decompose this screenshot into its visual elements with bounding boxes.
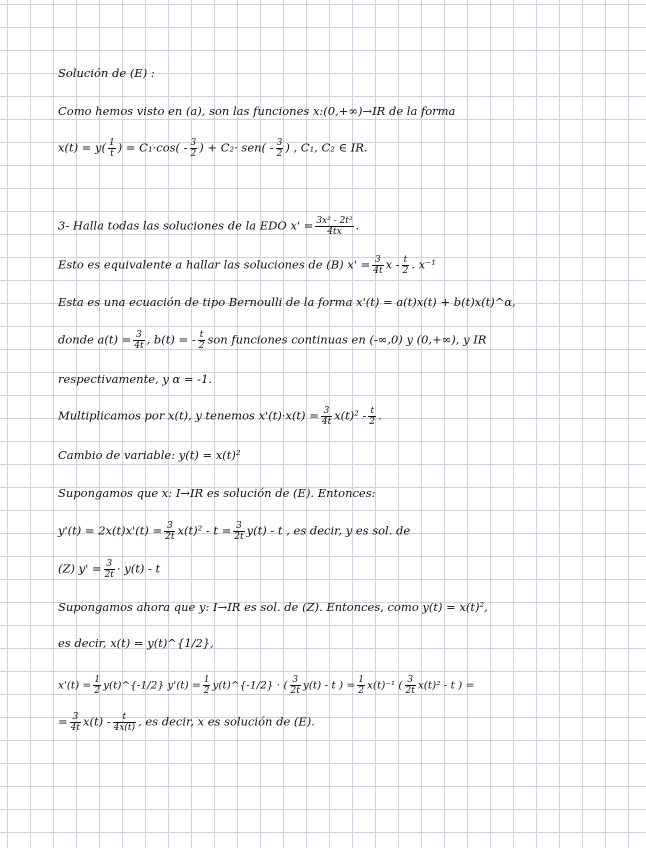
- text-line-11: Supongamos que x: I→IR es solución de (E). Entonces:: [58, 486, 376, 500]
- exercise-3-statement: 3- Halla todas las soluciones de la EDO x' = $\frac{\text{3x² - 2t²}}{4tx}$ .: [58, 216, 360, 237]
- equation-line-3: x(t) = y( $\frac{1}{t}$ ) = C₁·cos( - $\frac{3}{2}$ ) + C₂· sen( - $\frac{3}{2}$ ) , C₁, C₂ ∈ IR.: [58, 138, 368, 159]
- text-line-5: Esto es equivalente a hallar las soluciones de (B) x' = $\frac{3}{4t}$ x - $\frac{t}{2}$ . x⁻¹: [58, 255, 436, 276]
- text-line-8: respectivamente, y α = -1.: [58, 372, 213, 386]
- text-line-13: (Z) y' = $\frac{3}{2t}$ · y(t) - t: [58, 559, 161, 580]
- heading-solution-e: Solución de (E) :: [58, 66, 155, 80]
- text-line-10: Cambio de variable: y(t) = x(t)²: [58, 448, 241, 462]
- text-line-17: = $\frac{3}{4t}$ x(t) - $\frac{t}{4x(t)}$ , es decir, x es solución de (E).: [58, 712, 315, 733]
- text-line-12: y'(t) = 2x(t)x'(t) = $\frac{3}{2t}$ x(t)² - t = $\frac{3}{2t}$ y(t) - t , es decir, y es sol. de: [58, 521, 411, 542]
- text-line-16: x'(t) = $\frac{1}{2}$ y(t)^{-1/2} y'(t) = $\frac{1}{2}$ y(t)^{-1/2} · ( $\frac{3}{2t}$ y(t) - t ) = $\frac{1}{2}$ x(t)⁻¹ ( $\frac{3}{2t}$ x(t)² - t ) =: [58, 675, 475, 696]
- text-line-15: es decir, x(t) = y(t)^{1/2},: [58, 636, 214, 650]
- text-line-9: Multiplicamos por x(t), y tenemos x'(t)·x(t) = $\frac{3}{4t}$ x(t)² - $\frac{t}{2}$ .: [58, 406, 382, 427]
- text-line-7: donde a(t) = $\frac{3}{4t}$ , b(t) = - $\frac{t}{2}$ son funciones continuas en (-∞,0) y (0,+∞), y IR: [58, 330, 487, 351]
- text-line-6: Esta es una ecuación de tipo Bernoulli de la forma x'(t) = a(t)x(t) + b(t)x(t)^α,: [58, 295, 516, 309]
- text-line-14: Supongamos ahora que y: I→IR es sol. de (Z). Entonces, como y(t) = x(t)²,: [58, 600, 488, 614]
- text-line-2: Como hemos visto en (a), son las funciones x:(0,+∞)→IR de la forma: [58, 104, 456, 118]
